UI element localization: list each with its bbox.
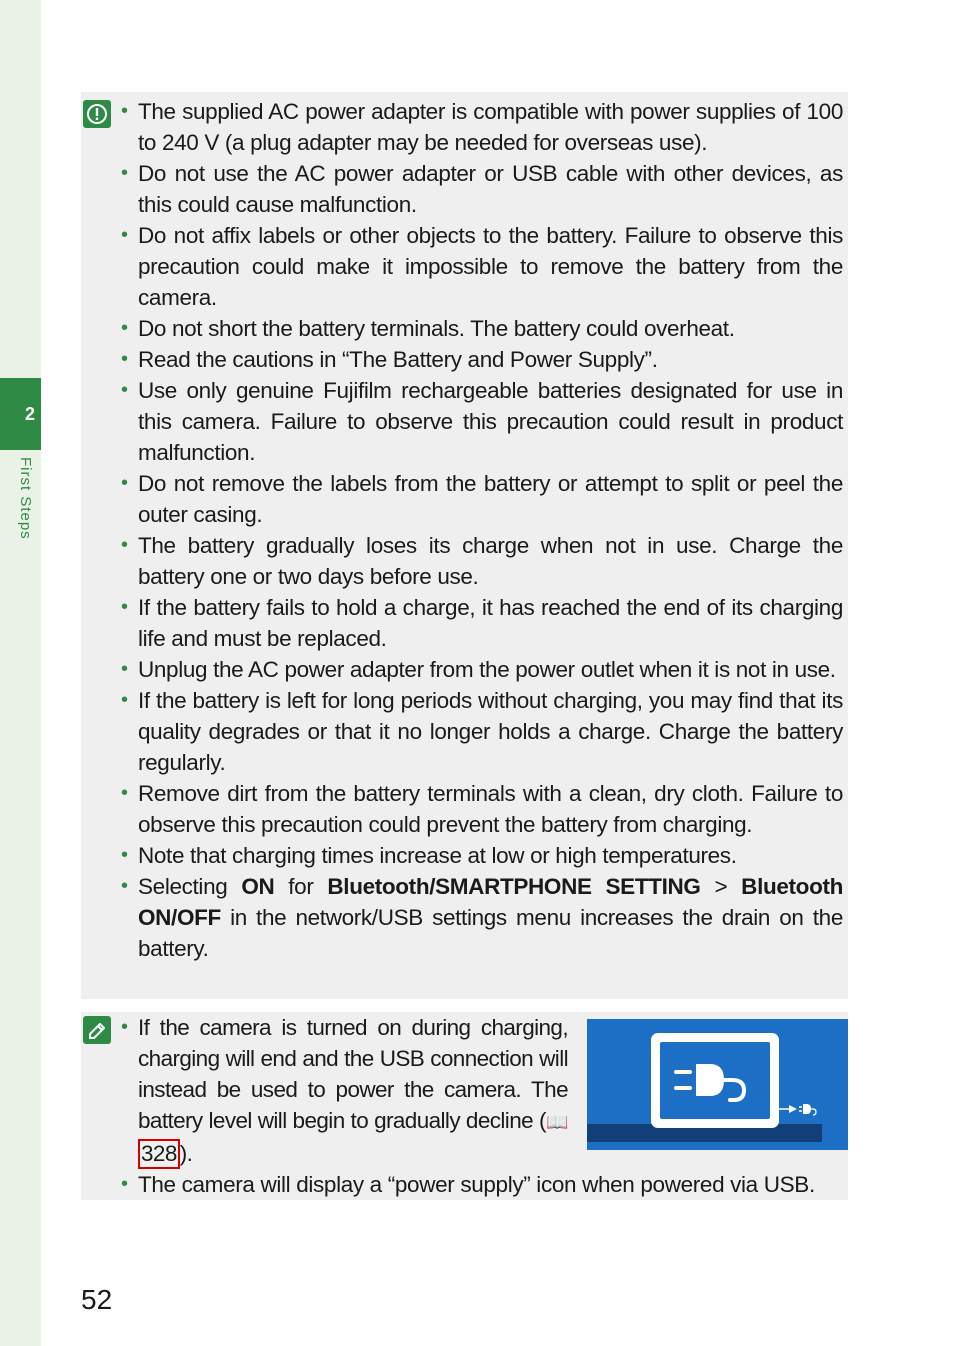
power-supply-icon xyxy=(660,1042,770,1119)
list-item: • The battery gradually loses its charge when not in use. Charge the battery one or two days before use. xyxy=(121,530,843,592)
list-item: • Do not affix labels or other objects to the battery. Failure to observe this precaution could make it impossible to remove the battery from the camera. xyxy=(121,220,843,313)
list-item: • Unplug the AC power adapter from the power outlet when it is not in use. xyxy=(121,654,843,685)
list-item: • Read the cautions in “The Battery and Power Supply”. xyxy=(121,344,843,375)
text-segment: Selecting xyxy=(138,874,242,899)
text-segment: in the network/USB settings menu increases the drain on the battery. xyxy=(138,905,843,961)
text-segment: for xyxy=(274,874,328,899)
list-item: • Do not short the battery terminals. The battery could overheat. xyxy=(121,313,843,344)
list-item: • Do not use the AC power adapter or USB cable with other devices, as this could cause malfunction. xyxy=(121,158,843,220)
list-item: • The supplied AC power adapter is compatible with power supplies of 100 to 240 V (a plug adapter may be needed for overseas use). xyxy=(121,96,843,158)
list-item: • Note that charging times increase at low or high temperatures. xyxy=(121,840,843,871)
list-item: • The camera will display a “power supply” icon when powered via USB. xyxy=(121,1169,843,1200)
screen-power-dialog xyxy=(651,1033,779,1128)
list-item xyxy=(121,1012,568,1169)
page-number: 52 xyxy=(81,1284,113,1315)
caution-icon xyxy=(83,100,111,128)
text-segment: If the camera is turned on during charging, charging will end and the USB connection will instead be used to power the camera. The battery level will begin to gradually decline ( xyxy=(138,1015,568,1133)
text-segment: ). xyxy=(179,1141,193,1166)
chapter-number: 2 xyxy=(24,403,35,424)
list-item: • Remove dirt from the battery terminals with a clean, dry cloth. Failure to observe this precaution could prevent the battery from charging. xyxy=(121,778,843,840)
text-segment: > xyxy=(700,874,742,899)
camera-screen-illustration xyxy=(587,1019,848,1150)
menu-option-on: ON xyxy=(241,874,275,899)
note-icon xyxy=(83,1016,111,1044)
list-item: • If the battery fails to hold a charge, it has reached the end of its charging life and must be replaced. xyxy=(121,592,843,654)
power-supply-small-icon xyxy=(779,1101,819,1117)
menu-item-bluetooth-on-off: Bluetooth ON/OFF xyxy=(138,874,843,930)
chapter-title: First Steps xyxy=(17,457,34,540)
caution-list xyxy=(121,96,843,964)
list-item: • If the battery is left for long periods without charging, you may find that its quality degrades or that it no longer holds a charge. Charge the battery regularly. xyxy=(121,685,843,778)
list-item: • Use only genuine Fujifilm rechargeable batteries designated for use in this camera. Failure to observe this precaution could result in product malfunction. xyxy=(121,375,843,468)
screen-power-dialog-inner xyxy=(660,1042,770,1119)
list-item: • Do not remove the labels from the battery or attempt to split or peel the outer casing. xyxy=(121,468,843,530)
side-strip xyxy=(0,0,41,1346)
list-item-bluetooth xyxy=(121,871,843,964)
chapter-tab xyxy=(0,378,41,450)
caution-box xyxy=(81,92,848,999)
page-reference-link[interactable]: 328 xyxy=(138,1139,180,1169)
menu-item-bluetooth-smartphone-setting: Bluetooth/SMARTPHONE SETTING xyxy=(327,874,701,899)
book-icon: 📖 xyxy=(545,1112,568,1132)
